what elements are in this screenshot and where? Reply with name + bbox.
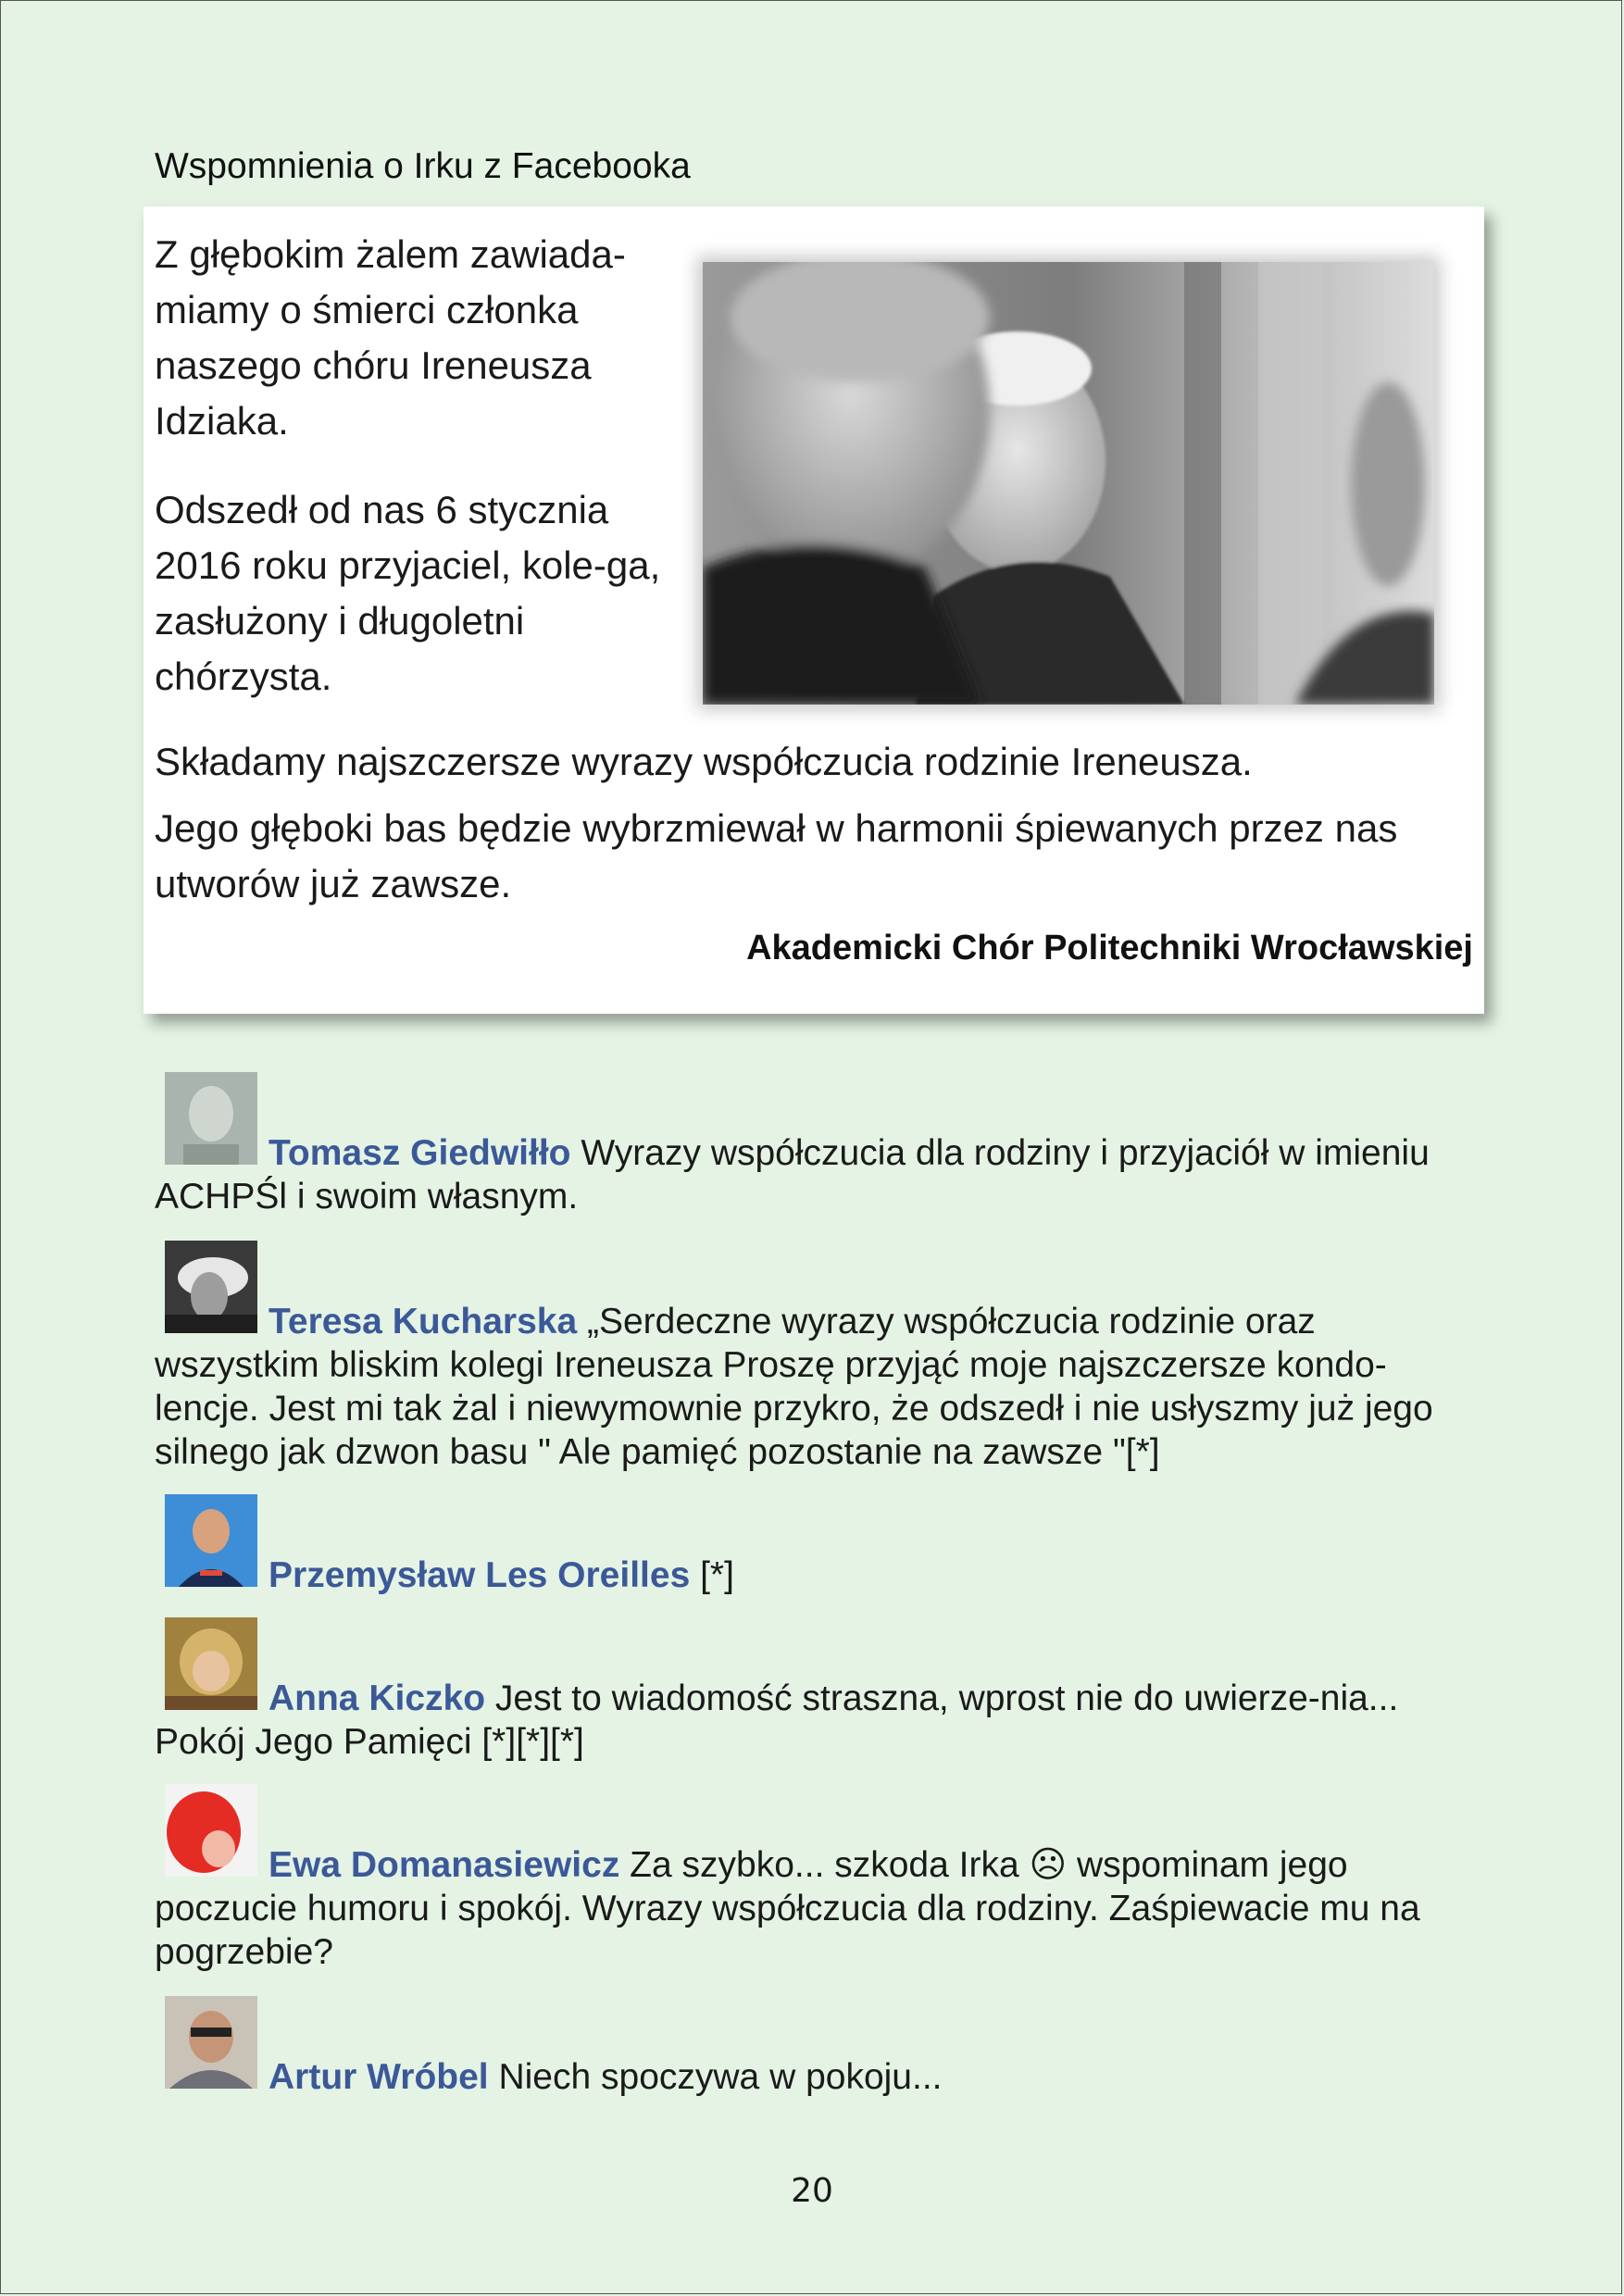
comment-text: Jest to wiadomość straszna, wprost nie do uwierze-nia... Pokój Jego Pamięci [*][*][*] (155, 1678, 1399, 1762)
comment (155, 1494, 1479, 1597)
announcement-para-1: Z głębokim żalem zawiada-miamy o śmierci członka naszego chóru Ireneusza Idziaka. (155, 232, 626, 443)
avatar[interactable] (165, 1072, 257, 1165)
comment-author[interactable]: Ewa Domanasiewicz (269, 1845, 620, 1885)
avatar[interactable] (165, 1241, 257, 1333)
comment-text: „Serdeczne wyrazy współczucia rodzinie oraz wszystkim bliskim kolegi Ireneusza Proszę przyjąć moje najszczersze kondo-lencje. Jest mi tak żal i niewymownie przykro, że odszedł i nie usłyszmy już jego silnego jak dzwon basu " Ale pamięć pozostanie na zawsze "[*] (155, 1302, 1433, 1472)
comment (155, 1617, 1479, 1764)
comments-list (155, 1072, 1479, 2121)
comment (155, 1996, 1479, 2099)
comment-author[interactable]: Przemysław Les Oreilles (269, 1555, 691, 1595)
comment-text: [*] (690, 1555, 734, 1595)
announcement-card (144, 206, 1484, 1014)
announcement-para-2: Odszedł od nas 6 stycznia 2016 roku przyjaciel, kole-ga, zasłużony i długoletni chórzysta. (155, 488, 661, 698)
comment-text: Niech spoczywa w pokoju... (488, 2057, 943, 2097)
page-heading: Wspomnienia o Irku z Facebooka (155, 146, 691, 186)
announcement-body (155, 734, 1469, 923)
comment-text: Za szybko... szkoda Irka ☹ wspominam jego poczucie humoru i spokój. Wyrazy współczucia dla rodziny. Zaśpiewacie mu na pogrzebie? (155, 1845, 1420, 1972)
announcement-signature: Akademicki Chór Politechniki Wrocławskiej (746, 929, 1473, 967)
announcement-para-3: Składamy najszczersze wyrazy współczucia rodzinie Ireneusza. (155, 740, 1253, 783)
avatar[interactable] (165, 1996, 257, 2089)
memorial-photo-image (703, 262, 1434, 705)
comment (155, 1241, 1479, 1474)
page-number: 20 (791, 2172, 833, 2210)
avatar[interactable] (165, 1617, 257, 1710)
announcement-intro (155, 227, 673, 738)
announcement-para-4: Jego głęboki bas będzie wybrzmiewał w harmonii śpiewanych przez nas utworów już zawsze. (155, 806, 1398, 905)
comment-author[interactable]: Teresa Kucharska (269, 1302, 578, 1341)
comment (155, 1072, 1479, 1218)
memorial-photo (703, 262, 1434, 705)
comment (155, 1784, 1479, 1974)
comment-author[interactable]: Artur Wróbel (269, 2057, 489, 2097)
comment-author[interactable]: Anna Kiczko (269, 1678, 486, 1718)
avatar[interactable] (165, 1494, 257, 1587)
comment-author[interactable]: Tomasz Giedwiłło (269, 1133, 571, 1173)
comment-text: Wyrazy współczucia dla rodziny i przyjaciół w imieniu ACHPŚl i swoim własnym. (155, 1133, 1430, 1217)
avatar[interactable] (165, 1784, 257, 1877)
